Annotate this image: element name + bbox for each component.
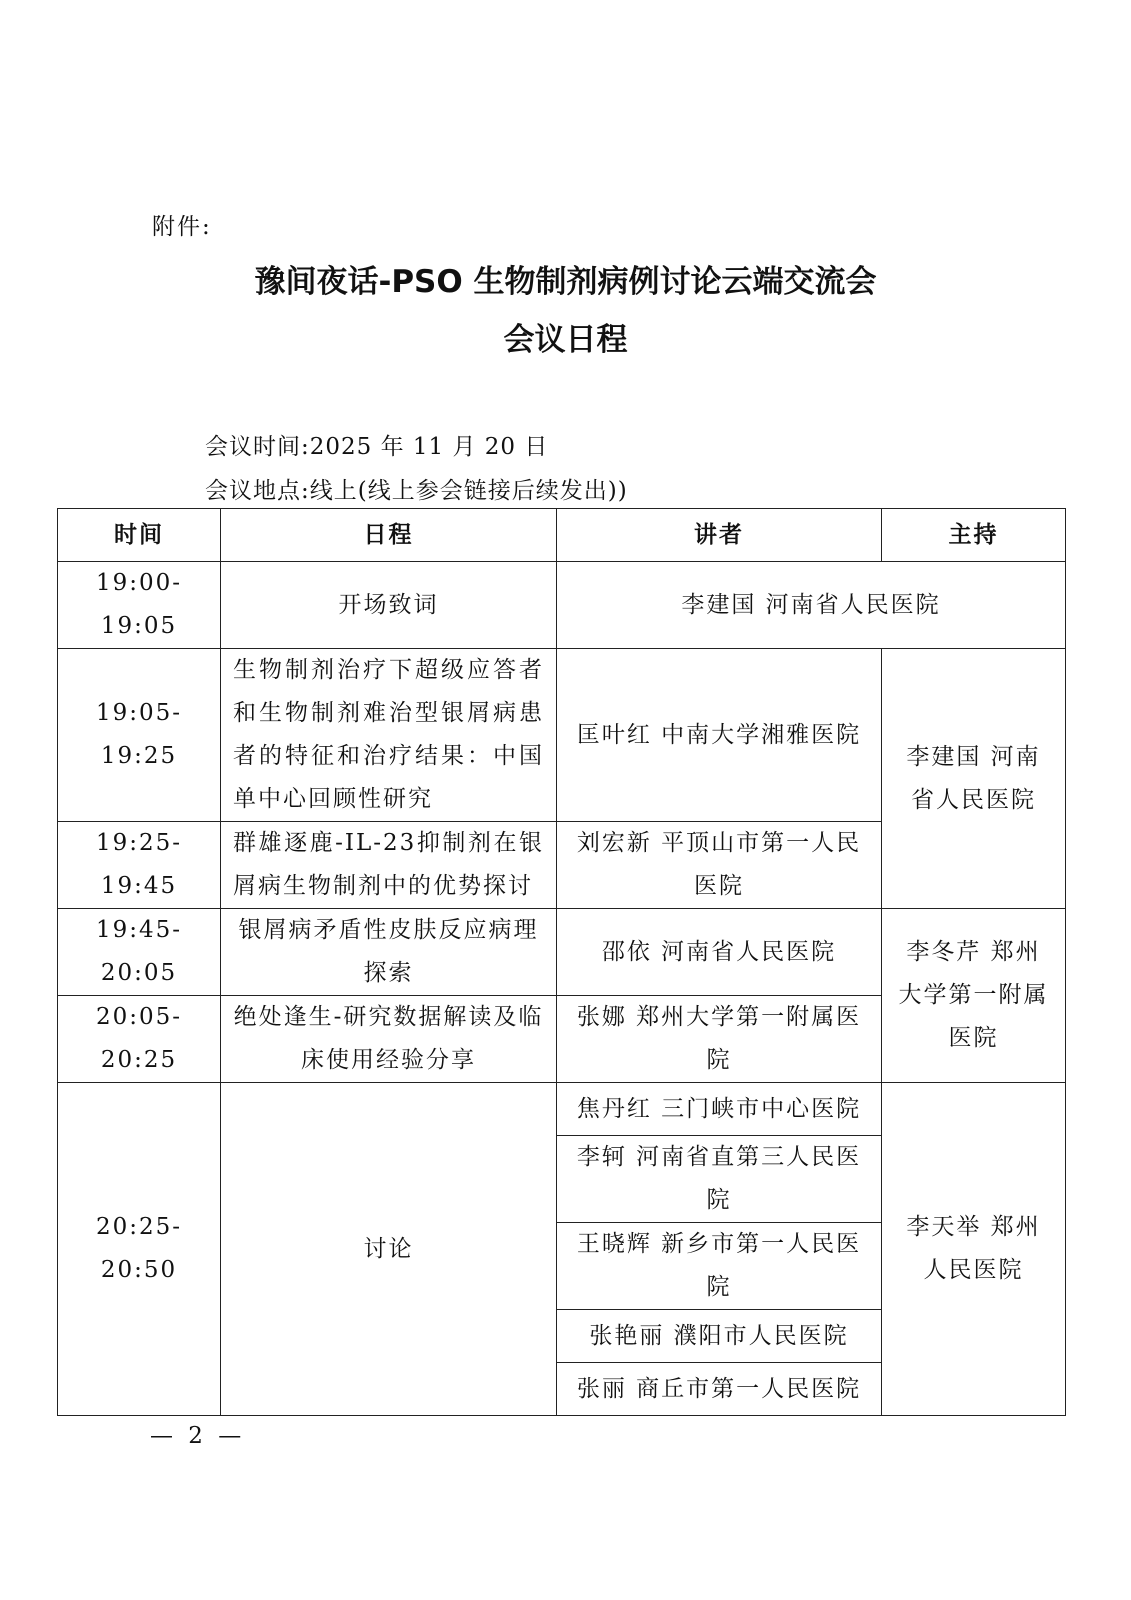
header-time: 时间: [58, 509, 221, 562]
document-subtitle: 会议日程: [503, 322, 628, 358]
speaker-cell: 张丽 商丘市第一人民医院: [557, 1363, 882, 1416]
time-cell: 19:05-19:25: [58, 649, 221, 822]
speaker-cell: 刘宏新 平顶山市第一人民医院: [557, 822, 882, 909]
speaker-cell: 王晓辉 新乡市第一人民医院: [557, 1223, 882, 1310]
speaker-cell: 匡叶红 中南大学湘雅医院: [557, 649, 882, 822]
meeting-time: 会议时间:2025 年 11 月 20 日: [205, 434, 549, 460]
table-row: [58, 649, 1066, 822]
topic-cell: 生物制剂治疗下超级应答者和生物制剂难治型银屑病患者的特征和治疗结果：中国单中心回顾性研究: [221, 649, 557, 822]
time-cell: 19:25-19:45: [58, 822, 221, 909]
table-row: [58, 562, 1066, 649]
topic-cell: 绝处逢生-研究数据解读及临床使用经验分享: [221, 996, 557, 1083]
header-host: 主持: [882, 509, 1066, 562]
table-row: [58, 909, 1066, 996]
speaker-cell: 张艳丽 濮阳市人民医院: [557, 1310, 882, 1363]
topic-cell: 讨论: [221, 1083, 557, 1416]
speaker-cell: 李轲 河南省直第三人民医院: [557, 1136, 882, 1223]
meeting-location: 会议地点:线上(线上参会链接后续发出)): [205, 478, 628, 504]
table-header-row: [58, 509, 1066, 562]
attachment-label: 附件:: [152, 214, 212, 240]
time-cell: 19:00-19:05: [58, 562, 221, 649]
schedule-table: [57, 508, 1066, 1416]
topic-cell: 群雄逐鹿-IL-23抑制剂在银屑病生物制剂中的优势探讨: [221, 822, 557, 909]
host-cell: 李建国 河南省人民医院: [882, 649, 1066, 909]
topic-cell: 开场致词: [221, 562, 557, 649]
topic-cell: 银屑病矛盾性皮肤反应病理探索: [221, 909, 557, 996]
speaker-cell: 焦丹红 三门峡市中心医院: [557, 1083, 882, 1136]
speaker-cell: 邵依 河南省人民医院: [557, 909, 882, 996]
host-cell: 李冬芹 郑州大学第一附属医院: [882, 909, 1066, 1083]
host-cell: 李天举 郑州人民医院: [882, 1083, 1066, 1416]
speaker-cell: 李建国 河南省人民医院: [557, 562, 1066, 649]
time-cell: 20:05-20:25: [58, 996, 221, 1083]
header-agenda: 日程: [221, 509, 557, 562]
time-cell: 19:45-20:05: [58, 909, 221, 996]
speaker-cell: 张娜 郑州大学第一附属医院: [557, 996, 882, 1083]
table-row: [58, 1083, 1066, 1136]
time-cell: 20:25-20:50: [58, 1083, 221, 1416]
page-number: — 2 —: [150, 1423, 246, 1449]
document-title: 豫间夜话-PSO 生物制剂病例讨论云端交流会: [254, 264, 877, 300]
header-speaker: 讲者: [557, 509, 882, 562]
